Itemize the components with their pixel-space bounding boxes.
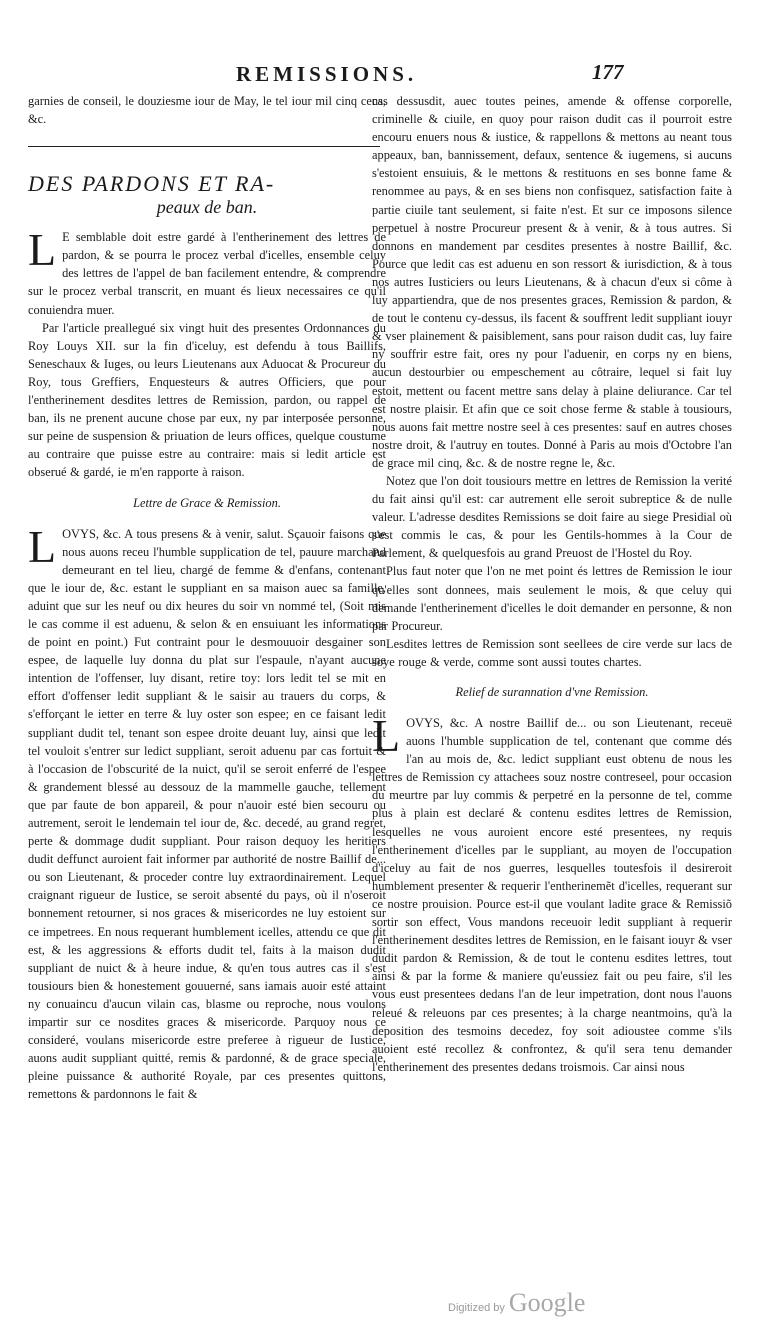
section-divider	[28, 146, 380, 147]
google-logo: Google	[508, 1288, 586, 1317]
relief-text: OVYS, &c. A nostre Baillif de... ou son Lieutenant, receuë auons l'humble supplication de tel, contenant que comme dés l'an au mois de, &c. ledict suppliant eust obtenu de nous les lettres de Remission cy attachees souz nostre contreseel, pour occasion du meurtre par luy commis & perpetré en la personne de tel, comme plus à plain est declaré & contenu esdites lettres de Remission, lesquelles ne vous auroient encore esté presentees, ny requis l'entherinement d'icelles par le suppliant, au moyen de l'occupation d'iceluy au fait de nos guerres, lesquelles toutesfois il desireroit humblement presenter & requerir l'entherinemẽt d'icelles, requerant sur ce nostre prouision. Pource est-il que voulant ladite grace & Remissiõ sortir son effect, Vous mandons receuoir ledit suppliant à requerir l'entherinement desdites lettres de Remission, en le faisant iouyr & vser dudit pardon & Remission, & de tout le contenu esdites lettres, tout ainsi & par la forme & maniere qu'eussiez fait ou peu faire, s'il les vous eust presentees dedans l'an de leur impetration, dont nous l'auons releué & releuons par ces presentes; à la charge neantmoins, qu'à la deposition des tesmoins decedez, foy soit adioustee comme s'ils auoient esté recollez & confrontez, & qu'il sera tenu demander l'entherinement des presentes dedans troismois. Car ainsi nous	[372, 716, 732, 1074]
digitization-watermark	[448, 1288, 585, 1318]
intro-text: E semblable doit estre gardé à l'entherinement des lettres de pardon, & se pourra le procez verbal d'icelles, ensemble celuy des lettres de l'appel de ban facilement entendre, & comprendre sur le procez verbal transcrit, en muant és lieux necessaires ce qu'il conuiendra muer.	[28, 230, 386, 317]
note-paragraph: Plus faut noter que l'on ne met point és lettres de Remission le iour qu'elles sont donnees, mais seulement le mois, & que celuy qui demande l'entherinement d'icelles le doit demander en personne, & non par Procureur.	[372, 564, 732, 633]
drop-cap: L	[28, 224, 57, 276]
drop-cap: L	[372, 710, 401, 761]
note-paragraph: Notez que l'on doit tousiours mettre en lettres de Remission la verité du fait ainsi qu'il est: car autrement elle seroit subreptice & de nulle valeur. L'adresse desdites Remissions se doit faire au siege Presidial où s'est commis le cas, & pour les Gentils-hommes à la Cour de Parlement, & quelquesfois au grand Preuost de l'Hostel du Roy.	[372, 473, 732, 561]
intro-paragraph	[28, 224, 386, 318]
letter-continuation: cas dessusdit, auec toutes peines, amende & offense corporelle, criminelle & ciuile, en quoy pour raison dudit cas il pourroit estre encouru enuers nous & iustice, & rappellons & mettons au neant tous appeaux, ban, bannissement, defaux, sentence & iugemens, si aucuns s'estoient ensuiuis, & le mettons & restituons en ses bonne fame & renommee au pays, & en ses biens non confisquez, satisfaction faite à partie ciuile tant seulement, si faite n'est. Et sur ce imposons silence perpetuel à nostre Procureur present & à venir, & à tous autres. Si donnons en mandement par cesdites presentes à nostre Baillif, &c. Pource que ledit cas est aduenu en son ressort & iurisdiction, & à tous nos autres Iusticiers ou leurs Lieutenans, & à chacun d'eux si côme à luy appartiendra, que de nos presentes graces, Remission & pardon, & de tout le contenu cy-dessus, ils facent & souffrent ledit suppliant iouyr & vser plainement & paisiblement, sans pour raison dudit cas, luy faire ny souffrir estre fait, ores ny pour l'aduenir, en corps ny en biens, aucun destourbier ou empeschement au côtraire, lequel si fait luy estoit, mettent ou facent mettre sans delay à plaine deliurance. Car tel est nostre plaisir. Et afin que ce soit chose ferme & stable à tousiours, nous auons fait mettre nostre seel à ces presentes: sauf en autres choses nostre droit, & l'autruy en toutes. Donné à Paris au mois d'Octobre l'an de grace mil cinq, &c. & de nostre regne le, &c.	[372, 94, 732, 470]
drop-cap: L	[28, 520, 57, 572]
article-paragraph: Par l'article preallegué six vingt huit des presentes Ordonnances du Roy Louys XII. sur la fin d'iceluy, est defendu à tous Baillifs, Seneschaux & Iuges, ou leurs Lieutenans aux Aduocat & Procureur du Roy, tous Greffiers, Enquesteurs & autres Officiers, que pour l'entherinement desdites lettres de Remission, pardon, ou rappel de ban, ils ne prenent aucune chose par eux, ny par interposée personne, sur peine de suspension & priuation de leurs offices, quelque coustume au contraire que puisse estre au contraire: mais si ledit article est obserué & gardé, ie m'en rapporte à raison.	[28, 320, 386, 480]
running-header: REMISSIONS.	[236, 62, 418, 86]
section-title: DES PARDONS ET RA-	[28, 171, 276, 197]
letter-paragraph	[28, 520, 386, 1104]
relief-heading: Relief de surannation d'vne Remission.	[455, 685, 649, 699]
page-number: 177	[592, 60, 624, 84]
carryover-paragraph: garnies de conseil, le douziesme iour de May, le tel iour mil cinq cens, &c.	[28, 94, 386, 127]
right-column	[372, 92, 732, 1076]
section-title-continued: peaux de ban.	[156, 197, 258, 218]
left-column	[28, 92, 386, 1104]
letter-text: OVYS, &c. A tous presens & à venir, salut. Sçauoir faisons que nous auons receu l'humble supplication de tel, pauure marchand demeurant en tel lieu, chargé de femme & d'enfans, contenant que le iour de, &c. estant le suppliant en sa maison auec sa famille, aduint que sur les neuf ou dix heures du soir vn nommé tel, (Soit mis le cas comme il est aduenu, & selon & en ensuiuant les informations de point en point.) Fut contraint pour le desmouuoir desgainer son espee, de laquelle luy donna du plat sur l'espaule, n'ayant aucune intention de l'offenser, luy disant, retire toy: lors ledit tel se mit en effort d'offenser ledit suppliant & le saisir au trauers du corps, & s'efforçant le ietter en terre & luy oster son espee; en ce faisant ledit suppliant dudit tel, tenant son espee droite deuant luy, ainsi que ledit tel vouloit s'entrer sur ledict suppliant, seroit aduenu par cas fortuit & à l'occasion de l'obscurité de la nuict, qu'il se seroit enferré de l'espee & grandement blessé au dessouz de la mammelle gauche, tellement que par faute de bon appareil, & pour n'auoir esté bien secouru ou autrement, seroit le lendemain tel iour de, &c. decedé, au grand regret, perte & dommage dudit suppliant. Pour raison dequoy les heritiers dudit deffunct auroient fait informer par authorité de nostre Baillif de... ou son Lieutenant, & proceder contre luy extraordinairement. Lequel craignant rigueur de Iustice, se seroit absenté du pays, où il n'oseroit bonnement retourner, si nos graces & misericordes ne luy estoient sur ce impetrees. En nous requerant humblement icelles, attendu ce que dit est, & les aggressions & efforts dudit tel, faits à la maison dudit suppliant de nuict & à heure indue, & qu'en tous autres cas il s'est tousiours bien & honestement gouuerné, sans iamais auoir esté attaint ny conuaincu d'aucun vilain cas, blasme ou reproche, nous voulons impartir sur ce nosdites graces & misericorde. Parquoy nous ce consideré, voulans misericorde estre preferee à rigueur de Iustice, auons audit suppliant quitté, remis & pardonné, & de grace speciale, pleine puissance & authorité Royale, par ces presentes quittons, remettons & pardonnons le fait &	[28, 526, 386, 1102]
relief-paragraph	[372, 710, 732, 1076]
letter-heading: Lettre de Grace & Remission.	[133, 495, 281, 510]
watermark-caption: Digitized by	[448, 1302, 505, 1314]
note-paragraph: Lesdites lettres de Remission sont seellees de cire verde sur lacs de soye rouge & verde, comme sont aussi toutes chartes.	[372, 636, 732, 669]
